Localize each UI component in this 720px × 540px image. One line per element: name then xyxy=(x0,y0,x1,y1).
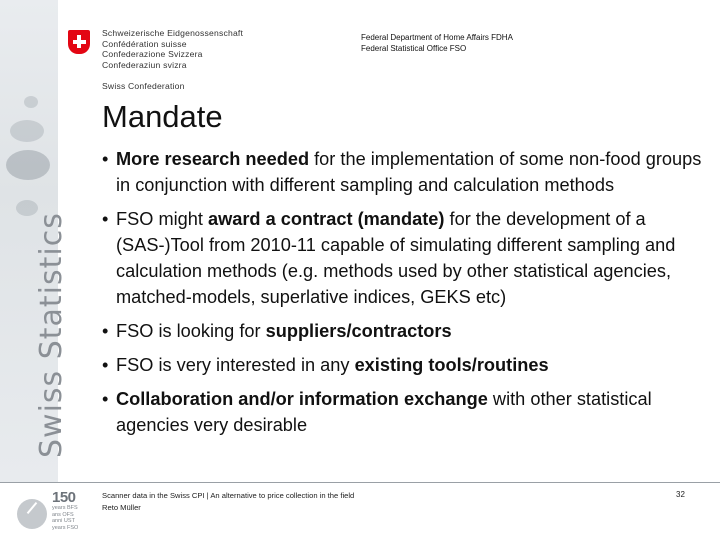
bullet-bold-text: existing tools/routines xyxy=(354,355,549,375)
confederation-name-en: Swiss Confederation xyxy=(102,81,185,91)
bullet-item xyxy=(102,146,702,198)
anniversary-line: years BFS xyxy=(52,505,78,511)
department-info xyxy=(361,32,513,54)
anniversary-emblem-icon xyxy=(17,499,47,529)
bullet-dot: • xyxy=(102,149,109,169)
slide-title: Mandate xyxy=(102,99,223,134)
bullet-text: with other statistical agencies very desirable xyxy=(116,389,652,435)
anniversary-number: 150 xyxy=(52,489,76,506)
bullet-text: FSO is looking for xyxy=(116,321,266,341)
bullet-text: FSO might xyxy=(116,209,208,229)
anniversary-logo xyxy=(15,489,85,535)
presentation-title: Scanner data in the Swiss CPI | An alternative to price collection in the field xyxy=(102,491,355,500)
author-name: Reto Müller xyxy=(102,503,141,512)
confederation-names xyxy=(102,28,243,70)
anniversary-line: ans OFS xyxy=(52,511,74,518)
confederation-name-de: Schweizerische Eidgenossenschaft xyxy=(102,28,244,38)
decorative-figure xyxy=(6,150,50,180)
footer-divider xyxy=(0,482,720,483)
decorative-figure xyxy=(24,96,38,108)
swiss-statistics-label: Swiss Statistics xyxy=(34,212,69,458)
bullet-text: FSO is very interested in any xyxy=(116,355,355,375)
confederation-logo xyxy=(68,26,318,96)
confederation-name-rm: Confederaziun svizra xyxy=(102,59,187,70)
bullet-dot: • xyxy=(102,389,109,409)
anniversary-text xyxy=(52,505,78,531)
anniversary-line: anni UST xyxy=(52,518,75,524)
page-number: 32 xyxy=(676,490,685,499)
bullet-dot: • xyxy=(102,321,109,341)
bullet-bold-text: suppliers/contractors xyxy=(265,321,452,341)
confederation-name-it: Confederazione Svizzera xyxy=(102,49,203,59)
office-name: Federal Statistical Office FSO xyxy=(361,44,467,53)
swiss-flag-icon xyxy=(68,30,90,54)
bullet-bold-text: More research needed xyxy=(116,149,310,169)
bullet-list xyxy=(102,146,702,446)
confederation-name-fr: Confédération suisse xyxy=(102,38,187,49)
bullet-bold-text: award a contract (mandate) xyxy=(207,209,445,229)
anniversary-line: years FSO xyxy=(52,524,79,531)
decorative-figure xyxy=(10,120,44,142)
bullet-text: for the development of a (SAS-)Tool from 2010-11 capable of simulating different sampling and calculation methods (e.g. methods used by other statistical agencies, matched-models, superlative indices, GEKS etc) xyxy=(116,209,676,307)
bullet-item xyxy=(102,386,702,438)
bullet-dot: • xyxy=(102,209,109,229)
bullet-item xyxy=(102,318,702,344)
bullet-dot: • xyxy=(102,355,109,375)
bullet-bold-text: Collaboration and/or information exchange xyxy=(116,389,488,409)
bullet-item xyxy=(102,206,702,310)
bullet-item xyxy=(102,352,702,378)
department-name: Federal Department of Home Affairs FDHA xyxy=(361,33,513,42)
bullet-text: for the implementation of some non-food groups in conjunction with different sampling and calculation methods xyxy=(116,149,702,195)
footer-info xyxy=(102,490,354,514)
